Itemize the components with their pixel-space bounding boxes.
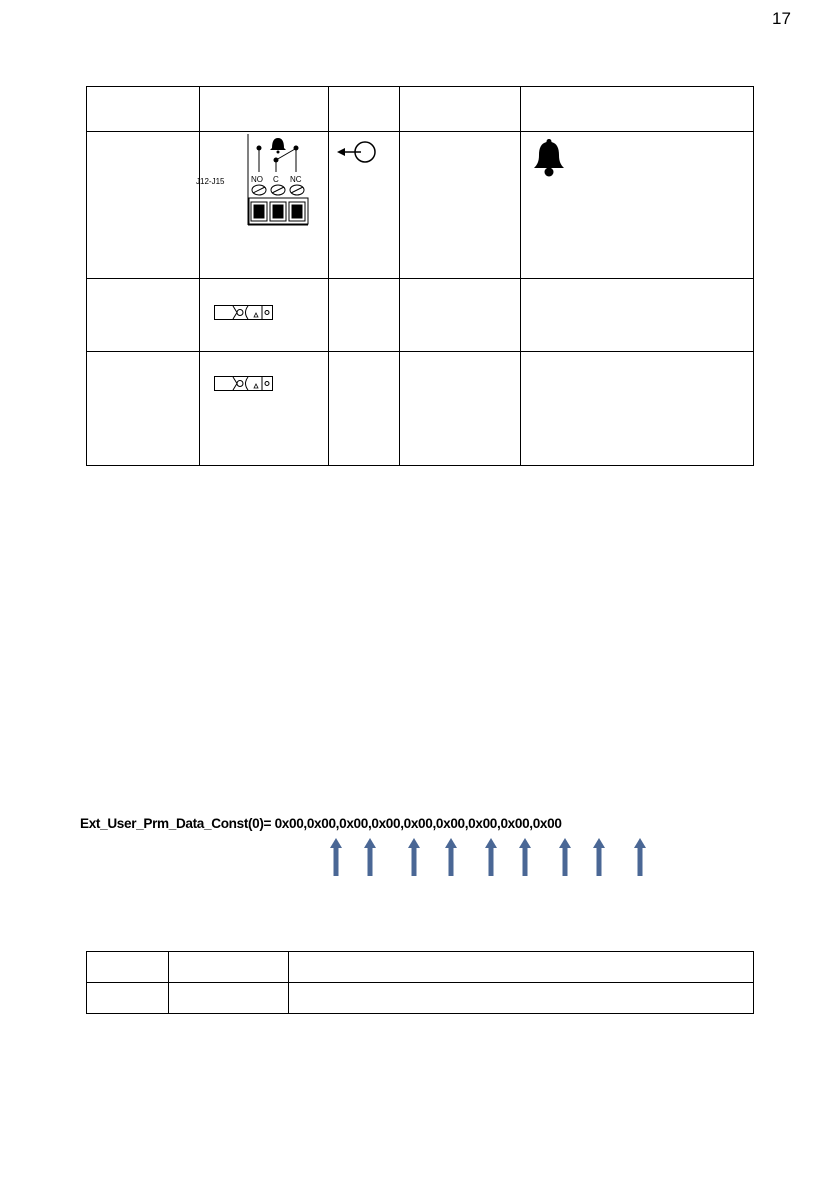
relay-terminal-label: J12-J15 bbox=[196, 177, 225, 186]
table-cell bbox=[87, 279, 200, 352]
byte-arrow-icon bbox=[519, 838, 531, 876]
table-cell bbox=[400, 132, 521, 279]
io-table bbox=[86, 86, 754, 466]
table-cell bbox=[521, 132, 754, 279]
table-cell bbox=[329, 279, 400, 352]
terminal-no: NO bbox=[251, 175, 263, 184]
terminal-c: C bbox=[273, 175, 279, 184]
bottom-table bbox=[86, 951, 754, 1014]
table-cell bbox=[169, 983, 289, 1014]
table-cell bbox=[200, 279, 329, 352]
byte-arrows bbox=[0, 836, 839, 878]
header-cell bbox=[289, 952, 754, 983]
byte-arrow-icon bbox=[485, 838, 497, 876]
table-cell bbox=[289, 983, 754, 1014]
terminal-nc: NC bbox=[290, 175, 302, 184]
table-row bbox=[87, 279, 754, 352]
header-cell bbox=[87, 87, 200, 132]
table-row bbox=[87, 983, 754, 1014]
table-header-row bbox=[87, 87, 754, 132]
header-cell bbox=[521, 87, 754, 132]
table-cell bbox=[329, 352, 400, 466]
table-cell bbox=[400, 352, 521, 466]
table-cell bbox=[329, 132, 400, 279]
page-number: 17 bbox=[772, 9, 791, 28]
table-row bbox=[87, 352, 754, 466]
table-cell bbox=[87, 983, 169, 1014]
byte-arrow-icon bbox=[445, 838, 457, 876]
parameter-line: Ext_User_Prm_Data_Const(0)= 0x00,0x00,0x00,0x00,0x00,0x00,0x00,0x00,0x00 bbox=[80, 816, 562, 831]
byte-arrow-icon bbox=[408, 838, 420, 876]
byte-arrow-icon bbox=[593, 838, 605, 876]
header-cell bbox=[87, 952, 169, 983]
header-cell bbox=[169, 952, 289, 983]
table-cell bbox=[196, 132, 329, 279]
valve-icon bbox=[214, 305, 274, 321]
table-cell bbox=[87, 132, 200, 279]
relay-terminal-diagram-icon bbox=[192, 132, 314, 228]
header-cell bbox=[200, 87, 329, 132]
byte-arrow-icon bbox=[559, 838, 571, 876]
header-cell bbox=[400, 87, 521, 132]
bell-icon bbox=[531, 138, 567, 178]
input-arrow-icon bbox=[335, 138, 381, 168]
table-row bbox=[87, 132, 754, 279]
table-header-row bbox=[87, 952, 754, 983]
table-cell bbox=[521, 352, 754, 466]
byte-arrow-icon bbox=[634, 838, 646, 876]
table-cell bbox=[200, 352, 329, 466]
valve-icon bbox=[214, 376, 274, 392]
byte-arrow-icon bbox=[330, 838, 342, 876]
table-cell bbox=[521, 279, 754, 352]
table-cell bbox=[400, 279, 521, 352]
byte-arrow-icon bbox=[364, 838, 376, 876]
header-cell bbox=[329, 87, 400, 132]
table-cell bbox=[87, 352, 200, 466]
